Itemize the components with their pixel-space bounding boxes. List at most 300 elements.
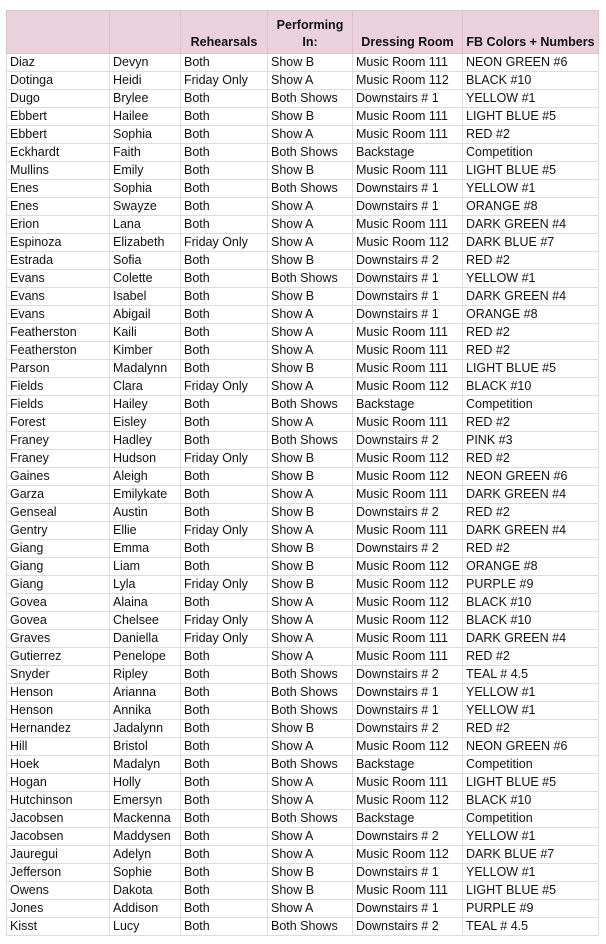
cell-performing-in[interactable]: Show B — [268, 54, 353, 72]
cell-rehearsals[interactable]: Both — [181, 108, 268, 126]
cell-last-name[interactable]: Ebbert — [7, 126, 110, 144]
cell-last-name[interactable]: Gaines — [7, 468, 110, 486]
cell-fb-color[interactable]: DARK GREEN #4 — [463, 630, 599, 648]
cell-performing-in[interactable]: Show A — [268, 486, 353, 504]
cell-fb-color[interactable]: LIGHT BLUE #5 — [463, 774, 599, 792]
cell-dressing-room[interactable]: Music Room 111 — [353, 108, 463, 126]
cell-first-name[interactable]: Emily — [110, 162, 181, 180]
cell-performing-in[interactable]: Show A — [268, 216, 353, 234]
cell-fb-color[interactable]: DARK GREEN #4 — [463, 486, 599, 504]
cell-performing-in[interactable]: Show A — [268, 648, 353, 666]
cell-performing-in[interactable]: Show B — [268, 252, 353, 270]
cell-dressing-room[interactable]: Downstairs # 1 — [353, 864, 463, 882]
cell-dressing-room[interactable]: Downstairs # 2 — [353, 666, 463, 684]
cell-last-name[interactable]: Enes — [7, 180, 110, 198]
cell-last-name[interactable]: Diaz — [7, 54, 110, 72]
cell-first-name[interactable]: Kimber — [110, 342, 181, 360]
cell-rehearsals[interactable]: Both — [181, 54, 268, 72]
cell-performing-in[interactable]: Show A — [268, 198, 353, 216]
cell-rehearsals[interactable]: Both — [181, 432, 268, 450]
cell-rehearsals[interactable]: Both — [181, 684, 268, 702]
cell-dressing-room[interactable]: Music Room 111 — [353, 522, 463, 540]
cell-dressing-room[interactable]: Downstairs # 1 — [353, 702, 463, 720]
cell-rehearsals[interactable]: Both — [181, 216, 268, 234]
cell-fb-color[interactable]: DARK GREEN #4 — [463, 288, 599, 306]
cell-rehearsals[interactable]: Both — [181, 648, 268, 666]
cell-performing-in[interactable]: Show A — [268, 828, 353, 846]
cell-last-name[interactable]: Graves — [7, 630, 110, 648]
cell-dressing-room[interactable]: Music Room 111 — [353, 342, 463, 360]
cell-first-name[interactable]: Ellie — [110, 522, 181, 540]
cell-rehearsals[interactable]: Both — [181, 288, 268, 306]
cell-dressing-room[interactable]: Music Room 112 — [353, 378, 463, 396]
cell-dressing-room[interactable]: Downstairs # 1 — [353, 288, 463, 306]
cell-performing-in[interactable]: Both Shows — [268, 810, 353, 828]
cell-fb-color[interactable]: ORANGE #8 — [463, 306, 599, 324]
cell-dressing-room[interactable]: Backstage — [353, 810, 463, 828]
cell-dressing-room[interactable]: Downstairs # 1 — [353, 900, 463, 918]
cell-rehearsals[interactable]: Both — [181, 324, 268, 342]
cell-performing-in[interactable]: Show A — [268, 324, 353, 342]
cell-last-name[interactable]: Evans — [7, 306, 110, 324]
cell-fb-color[interactable]: YELLOW #1 — [463, 702, 599, 720]
cell-fb-color[interactable]: BLACK #10 — [463, 792, 599, 810]
cell-rehearsals[interactable]: Both — [181, 702, 268, 720]
cell-first-name[interactable]: Madalynn — [110, 360, 181, 378]
cell-first-name[interactable]: Heidi — [110, 72, 181, 90]
cell-first-name[interactable]: Clara — [110, 378, 181, 396]
cell-performing-in[interactable]: Show B — [268, 720, 353, 738]
cell-first-name[interactable]: Devyn — [110, 54, 181, 72]
cell-first-name[interactable]: Alaina — [110, 594, 181, 612]
cell-first-name[interactable]: Liam — [110, 558, 181, 576]
cell-rehearsals[interactable]: Both — [181, 252, 268, 270]
cell-performing-in[interactable]: Show A — [268, 792, 353, 810]
cell-fb-color[interactable]: DARK BLUE #7 — [463, 234, 599, 252]
cell-dressing-room[interactable]: Downstairs # 1 — [353, 270, 463, 288]
cell-first-name[interactable]: Elizabeth — [110, 234, 181, 252]
cell-fb-color[interactable]: PURPLE #9 — [463, 900, 599, 918]
cell-dressing-room[interactable]: Downstairs # 1 — [353, 180, 463, 198]
cell-first-name[interactable]: Lyla — [110, 576, 181, 594]
cell-fb-color[interactable]: YELLOW #1 — [463, 180, 599, 198]
cell-last-name[interactable]: Fields — [7, 378, 110, 396]
cell-performing-in[interactable]: Show A — [268, 612, 353, 630]
cell-rehearsals[interactable]: Both — [181, 360, 268, 378]
cell-fb-color[interactable]: RED #2 — [463, 720, 599, 738]
cell-last-name[interactable]: Hernandez — [7, 720, 110, 738]
cell-rehearsals[interactable]: Both — [181, 882, 268, 900]
cell-rehearsals[interactable]: Friday Only — [181, 378, 268, 396]
cell-first-name[interactable]: Austin — [110, 504, 181, 522]
cell-rehearsals[interactable]: Friday Only — [181, 522, 268, 540]
cell-fb-color[interactable]: RED #2 — [463, 414, 599, 432]
cell-last-name[interactable]: Garza — [7, 486, 110, 504]
cell-dressing-room[interactable]: Backstage — [353, 396, 463, 414]
cell-rehearsals[interactable]: Both — [181, 810, 268, 828]
cell-fb-color[interactable]: RED #2 — [463, 126, 599, 144]
cell-fb-color[interactable]: BLACK #10 — [463, 612, 599, 630]
cell-dressing-room[interactable]: Music Room 111 — [353, 414, 463, 432]
cell-rehearsals[interactable]: Both — [181, 270, 268, 288]
cell-last-name[interactable]: Dugo — [7, 90, 110, 108]
cell-dressing-room[interactable]: Downstairs # 2 — [353, 432, 463, 450]
cell-fb-color[interactable]: ORANGE #8 — [463, 198, 599, 216]
cell-first-name[interactable]: Swayze — [110, 198, 181, 216]
cell-performing-in[interactable]: Show A — [268, 378, 353, 396]
cell-dressing-room[interactable]: Music Room 111 — [353, 162, 463, 180]
cell-dressing-room[interactable]: Music Room 112 — [353, 594, 463, 612]
cell-fb-color[interactable]: YELLOW #1 — [463, 828, 599, 846]
cell-fb-color[interactable]: LIGHT BLUE #5 — [463, 882, 599, 900]
cell-rehearsals[interactable]: Friday Only — [181, 234, 268, 252]
cell-first-name[interactable]: Emersyn — [110, 792, 181, 810]
cell-fb-color[interactable]: NEON GREEN #6 — [463, 54, 599, 72]
cell-dressing-room[interactable]: Backstage — [353, 756, 463, 774]
cell-performing-in[interactable]: Show B — [268, 504, 353, 522]
cell-rehearsals[interactable]: Both — [181, 144, 268, 162]
cell-last-name[interactable]: Franey — [7, 432, 110, 450]
header-dressing-room[interactable]: Dressing Room — [353, 11, 463, 54]
cell-rehearsals[interactable]: Both — [181, 90, 268, 108]
cell-rehearsals[interactable]: Both — [181, 594, 268, 612]
cell-fb-color[interactable]: RED #2 — [463, 540, 599, 558]
cell-fb-color[interactable]: ORANGE #8 — [463, 558, 599, 576]
cell-dressing-room[interactable]: Music Room 111 — [353, 486, 463, 504]
cell-performing-in[interactable]: Both Shows — [268, 756, 353, 774]
cell-rehearsals[interactable]: Both — [181, 306, 268, 324]
cell-fb-color[interactable]: TEAL # 4.5 — [463, 918, 599, 936]
cell-first-name[interactable]: Aleigh — [110, 468, 181, 486]
cell-fb-color[interactable]: RED #2 — [463, 342, 599, 360]
cell-first-name[interactable]: Hailey — [110, 396, 181, 414]
cell-performing-in[interactable]: Show A — [268, 342, 353, 360]
cell-first-name[interactable]: Hudson — [110, 450, 181, 468]
cell-rehearsals[interactable]: Both — [181, 828, 268, 846]
cell-rehearsals[interactable]: Friday Only — [181, 612, 268, 630]
cell-last-name[interactable]: Forest — [7, 414, 110, 432]
cell-last-name[interactable]: Govea — [7, 612, 110, 630]
cell-dressing-room[interactable]: Music Room 112 — [353, 558, 463, 576]
cell-dressing-room[interactable]: Downstairs # 1 — [353, 198, 463, 216]
cell-dressing-room[interactable]: Music Room 111 — [353, 882, 463, 900]
cell-performing-in[interactable]: Show B — [268, 576, 353, 594]
cell-last-name[interactable]: Jauregui — [7, 846, 110, 864]
header-last-name[interactable] — [7, 11, 110, 54]
cell-last-name[interactable]: Owens — [7, 882, 110, 900]
cell-rehearsals[interactable]: Both — [181, 558, 268, 576]
cell-first-name[interactable]: Sophia — [110, 126, 181, 144]
cell-first-name[interactable]: Kaili — [110, 324, 181, 342]
cell-last-name[interactable]: Erion — [7, 216, 110, 234]
cell-performing-in[interactable]: Show A — [268, 522, 353, 540]
cell-last-name[interactable]: Jefferson — [7, 864, 110, 882]
header-performing-in[interactable]: Performing In: — [268, 11, 353, 54]
cell-dressing-room[interactable]: Downstairs # 1 — [353, 306, 463, 324]
cell-fb-color[interactable]: RED #2 — [463, 324, 599, 342]
cell-fb-color[interactable]: DARK GREEN #4 — [463, 216, 599, 234]
cell-first-name[interactable]: Madalyn — [110, 756, 181, 774]
cell-fb-color[interactable]: YELLOW #1 — [463, 90, 599, 108]
cell-rehearsals[interactable]: Both — [181, 342, 268, 360]
cell-first-name[interactable]: Hadley — [110, 432, 181, 450]
cell-last-name[interactable]: Franey — [7, 450, 110, 468]
cell-last-name[interactable]: Enes — [7, 198, 110, 216]
cell-dressing-room[interactable]: Downstairs # 2 — [353, 252, 463, 270]
cell-rehearsals[interactable]: Friday Only — [181, 630, 268, 648]
cell-last-name[interactable]: Mullins — [7, 162, 110, 180]
cell-performing-in[interactable]: Show A — [268, 900, 353, 918]
cell-first-name[interactable]: Jadalynn — [110, 720, 181, 738]
cell-performing-in[interactable]: Show A — [268, 774, 353, 792]
cell-first-name[interactable]: Sophie — [110, 864, 181, 882]
cell-last-name[interactable]: Henson — [7, 702, 110, 720]
cell-performing-in[interactable]: Show A — [268, 594, 353, 612]
cell-first-name[interactable]: Lucy — [110, 918, 181, 936]
cell-fb-color[interactable]: NEON GREEN #6 — [463, 738, 599, 756]
cell-performing-in[interactable]: Show A — [268, 414, 353, 432]
cell-last-name[interactable]: Evans — [7, 270, 110, 288]
cell-last-name[interactable]: Hogan — [7, 774, 110, 792]
cell-performing-in[interactable]: Both Shows — [268, 684, 353, 702]
cell-first-name[interactable]: Eisley — [110, 414, 181, 432]
cell-fb-color[interactable]: PURPLE #9 — [463, 576, 599, 594]
cell-dressing-room[interactable]: Downstairs # 2 — [353, 720, 463, 738]
cell-dressing-room[interactable]: Music Room 112 — [353, 576, 463, 594]
cell-last-name[interactable]: Gentry — [7, 522, 110, 540]
cell-rehearsals[interactable]: Both — [181, 756, 268, 774]
cell-performing-in[interactable]: Both Shows — [268, 432, 353, 450]
cell-first-name[interactable]: Ripley — [110, 666, 181, 684]
cell-last-name[interactable]: Jacobsen — [7, 810, 110, 828]
cell-rehearsals[interactable]: Both — [181, 198, 268, 216]
cell-first-name[interactable]: Holly — [110, 774, 181, 792]
cell-dressing-room[interactable]: Music Room 112 — [353, 234, 463, 252]
header-fb-colors[interactable]: FB Colors + Numbers — [463, 11, 599, 54]
cell-fb-color[interactable]: Competition — [463, 756, 599, 774]
cell-performing-in[interactable]: Show B — [268, 288, 353, 306]
cell-dressing-room[interactable]: Downstairs # 2 — [353, 504, 463, 522]
cell-rehearsals[interactable]: Both — [181, 774, 268, 792]
cell-fb-color[interactable]: BLACK #10 — [463, 594, 599, 612]
cell-performing-in[interactable]: Both Shows — [268, 666, 353, 684]
cell-dressing-room[interactable]: Music Room 111 — [353, 360, 463, 378]
cell-performing-in[interactable]: Both Shows — [268, 144, 353, 162]
cell-fb-color[interactable]: PINK #3 — [463, 432, 599, 450]
cell-dressing-room[interactable]: Music Room 111 — [353, 54, 463, 72]
cell-performing-in[interactable]: Show A — [268, 738, 353, 756]
cell-first-name[interactable]: Annika — [110, 702, 181, 720]
cell-first-name[interactable]: Hailee — [110, 108, 181, 126]
cell-rehearsals[interactable]: Both — [181, 900, 268, 918]
cell-rehearsals[interactable]: Both — [181, 720, 268, 738]
cell-rehearsals[interactable]: Both — [181, 918, 268, 936]
cell-last-name[interactable]: Espinoza — [7, 234, 110, 252]
cell-performing-in[interactable]: Show B — [268, 882, 353, 900]
cell-rehearsals[interactable]: Both — [181, 504, 268, 522]
cell-fb-color[interactable]: RED #2 — [463, 504, 599, 522]
cell-fb-color[interactable]: Competition — [463, 396, 599, 414]
cell-last-name[interactable]: Govea — [7, 594, 110, 612]
cell-last-name[interactable]: Jones — [7, 900, 110, 918]
cell-performing-in[interactable]: Show B — [268, 558, 353, 576]
cell-performing-in[interactable]: Show B — [268, 450, 353, 468]
cell-fb-color[interactable]: DARK BLUE #7 — [463, 846, 599, 864]
cell-fb-color[interactable]: DARK GREEN #4 — [463, 522, 599, 540]
cell-last-name[interactable]: Fields — [7, 396, 110, 414]
cell-performing-in[interactable]: Both Shows — [268, 270, 353, 288]
cell-last-name[interactable]: Genseal — [7, 504, 110, 522]
cell-dressing-room[interactable]: Downstairs # 1 — [353, 684, 463, 702]
cell-fb-color[interactable]: RED #2 — [463, 450, 599, 468]
cell-dressing-room[interactable]: Backstage — [353, 144, 463, 162]
cell-rehearsals[interactable]: Both — [181, 738, 268, 756]
cell-dressing-room[interactable]: Downstairs # 2 — [353, 540, 463, 558]
cell-performing-in[interactable]: Both Shows — [268, 396, 353, 414]
cell-fb-color[interactable]: YELLOW #1 — [463, 270, 599, 288]
cell-first-name[interactable]: Chelsee — [110, 612, 181, 630]
cell-rehearsals[interactable]: Both — [181, 414, 268, 432]
cell-last-name[interactable]: Giang — [7, 576, 110, 594]
cell-fb-color[interactable]: LIGHT BLUE #5 — [463, 108, 599, 126]
cell-fb-color[interactable]: LIGHT BLUE #5 — [463, 162, 599, 180]
cell-rehearsals[interactable]: Both — [181, 162, 268, 180]
cell-last-name[interactable]: Featherston — [7, 342, 110, 360]
cell-last-name[interactable]: Evans — [7, 288, 110, 306]
cell-dressing-room[interactable]: Music Room 111 — [353, 216, 463, 234]
cell-first-name[interactable]: Adelyn — [110, 846, 181, 864]
cell-last-name[interactable]: Gutierrez — [7, 648, 110, 666]
cell-first-name[interactable]: Emilykate — [110, 486, 181, 504]
cell-dressing-room[interactable]: Music Room 112 — [353, 612, 463, 630]
cell-first-name[interactable]: Faith — [110, 144, 181, 162]
header-first-name[interactable] — [110, 11, 181, 54]
cell-performing-in[interactable]: Show B — [268, 864, 353, 882]
cell-dressing-room[interactable]: Music Room 111 — [353, 126, 463, 144]
cell-rehearsals[interactable]: Both — [181, 468, 268, 486]
cell-last-name[interactable]: Jacobsen — [7, 828, 110, 846]
cell-fb-color[interactable]: Competition — [463, 810, 599, 828]
cell-rehearsals[interactable]: Both — [181, 540, 268, 558]
cell-last-name[interactable]: Ebbert — [7, 108, 110, 126]
cell-performing-in[interactable]: Show B — [268, 540, 353, 558]
cell-fb-color[interactable]: Competition — [463, 144, 599, 162]
cell-first-name[interactable]: Lana — [110, 216, 181, 234]
cell-dressing-room[interactable]: Downstairs # 1 — [353, 90, 463, 108]
cell-dressing-room[interactable]: Music Room 111 — [353, 774, 463, 792]
cell-first-name[interactable]: Arianna — [110, 684, 181, 702]
cell-first-name[interactable]: Abigail — [110, 306, 181, 324]
cell-first-name[interactable]: Emma — [110, 540, 181, 558]
cell-dressing-room[interactable]: Music Room 111 — [353, 324, 463, 342]
cell-dressing-room[interactable]: Music Room 111 — [353, 630, 463, 648]
cell-first-name[interactable]: Dakota — [110, 882, 181, 900]
cell-last-name[interactable]: Hill — [7, 738, 110, 756]
cell-performing-in[interactable]: Show A — [268, 630, 353, 648]
cell-first-name[interactable]: Sofia — [110, 252, 181, 270]
cell-fb-color[interactable]: YELLOW #1 — [463, 864, 599, 882]
cell-last-name[interactable]: Estrada — [7, 252, 110, 270]
cell-performing-in[interactable]: Both Shows — [268, 180, 353, 198]
cell-last-name[interactable]: Featherston — [7, 324, 110, 342]
cell-last-name[interactable]: Dotinga — [7, 72, 110, 90]
cell-first-name[interactable]: Maddysen — [110, 828, 181, 846]
cell-performing-in[interactable]: Show A — [268, 234, 353, 252]
cell-performing-in[interactable]: Both Shows — [268, 90, 353, 108]
cell-rehearsals[interactable]: Both — [181, 180, 268, 198]
cell-dressing-room[interactable]: Music Room 112 — [353, 450, 463, 468]
cell-performing-in[interactable]: Show B — [268, 468, 353, 486]
cell-last-name[interactable]: Parson — [7, 360, 110, 378]
cell-rehearsals[interactable]: Both — [181, 486, 268, 504]
cell-dressing-room[interactable]: Music Room 112 — [353, 738, 463, 756]
cell-dressing-room[interactable]: Downstairs # 2 — [353, 918, 463, 936]
cell-performing-in[interactable]: Show A — [268, 846, 353, 864]
cell-dressing-room[interactable]: Music Room 112 — [353, 846, 463, 864]
cell-rehearsals[interactable]: Both — [181, 666, 268, 684]
cell-fb-color[interactable]: BLACK #10 — [463, 72, 599, 90]
cell-dressing-room[interactable]: Downstairs # 2 — [353, 828, 463, 846]
cell-first-name[interactable]: Penelope — [110, 648, 181, 666]
cell-rehearsals[interactable]: Friday Only — [181, 450, 268, 468]
cell-last-name[interactable]: Kisst — [7, 918, 110, 936]
cell-fb-color[interactable]: NEON GREEN #6 — [463, 468, 599, 486]
cell-fb-color[interactable]: TEAL # 4.5 — [463, 666, 599, 684]
cell-performing-in[interactable]: Show A — [268, 126, 353, 144]
cell-rehearsals[interactable]: Both — [181, 792, 268, 810]
header-rehearsals[interactable]: Rehearsals — [181, 11, 268, 54]
cell-dressing-room[interactable]: Music Room 112 — [353, 792, 463, 810]
cell-last-name[interactable]: Giang — [7, 558, 110, 576]
cell-fb-color[interactable]: LIGHT BLUE #5 — [463, 360, 599, 378]
cell-first-name[interactable]: Sophia — [110, 180, 181, 198]
cell-last-name[interactable]: Hoek — [7, 756, 110, 774]
cell-fb-color[interactable]: RED #2 — [463, 252, 599, 270]
cell-dressing-room[interactable]: Music Room 111 — [353, 648, 463, 666]
cell-rehearsals[interactable]: Both — [181, 126, 268, 144]
cell-first-name[interactable]: Mackenna — [110, 810, 181, 828]
cell-last-name[interactable]: Giang — [7, 540, 110, 558]
cell-performing-in[interactable]: Show B — [268, 360, 353, 378]
cell-dressing-room[interactable]: Music Room 112 — [353, 72, 463, 90]
cell-dressing-room[interactable]: Music Room 112 — [353, 468, 463, 486]
cell-performing-in[interactable]: Both Shows — [268, 918, 353, 936]
cell-first-name[interactable]: Bristol — [110, 738, 181, 756]
cell-fb-color[interactable]: YELLOW #1 — [463, 684, 599, 702]
cell-rehearsals[interactable]: Both — [181, 864, 268, 882]
cell-performing-in[interactable]: Show A — [268, 72, 353, 90]
cell-rehearsals[interactable]: Friday Only — [181, 576, 268, 594]
cell-performing-in[interactable]: Show A — [268, 306, 353, 324]
cell-first-name[interactable]: Addison — [110, 900, 181, 918]
cell-rehearsals[interactable]: Both — [181, 396, 268, 414]
cell-fb-color[interactable]: BLACK #10 — [463, 378, 599, 396]
cell-first-name[interactable]: Brylee — [110, 90, 181, 108]
cell-rehearsals[interactable]: Both — [181, 846, 268, 864]
cell-first-name[interactable]: Isabel — [110, 288, 181, 306]
cell-fb-color[interactable]: RED #2 — [463, 648, 599, 666]
cell-rehearsals[interactable]: Friday Only — [181, 72, 268, 90]
cell-last-name[interactable]: Henson — [7, 684, 110, 702]
cell-last-name[interactable]: Snyder — [7, 666, 110, 684]
cell-first-name[interactable]: Daniella — [110, 630, 181, 648]
cell-last-name[interactable]: Eckhardt — [7, 144, 110, 162]
cell-last-name[interactable]: Hutchinson — [7, 792, 110, 810]
cell-first-name[interactable]: Colette — [110, 270, 181, 288]
cell-performing-in[interactable]: Show B — [268, 162, 353, 180]
cell-performing-in[interactable]: Show B — [268, 108, 353, 126]
cell-performing-in[interactable]: Both Shows — [268, 702, 353, 720]
